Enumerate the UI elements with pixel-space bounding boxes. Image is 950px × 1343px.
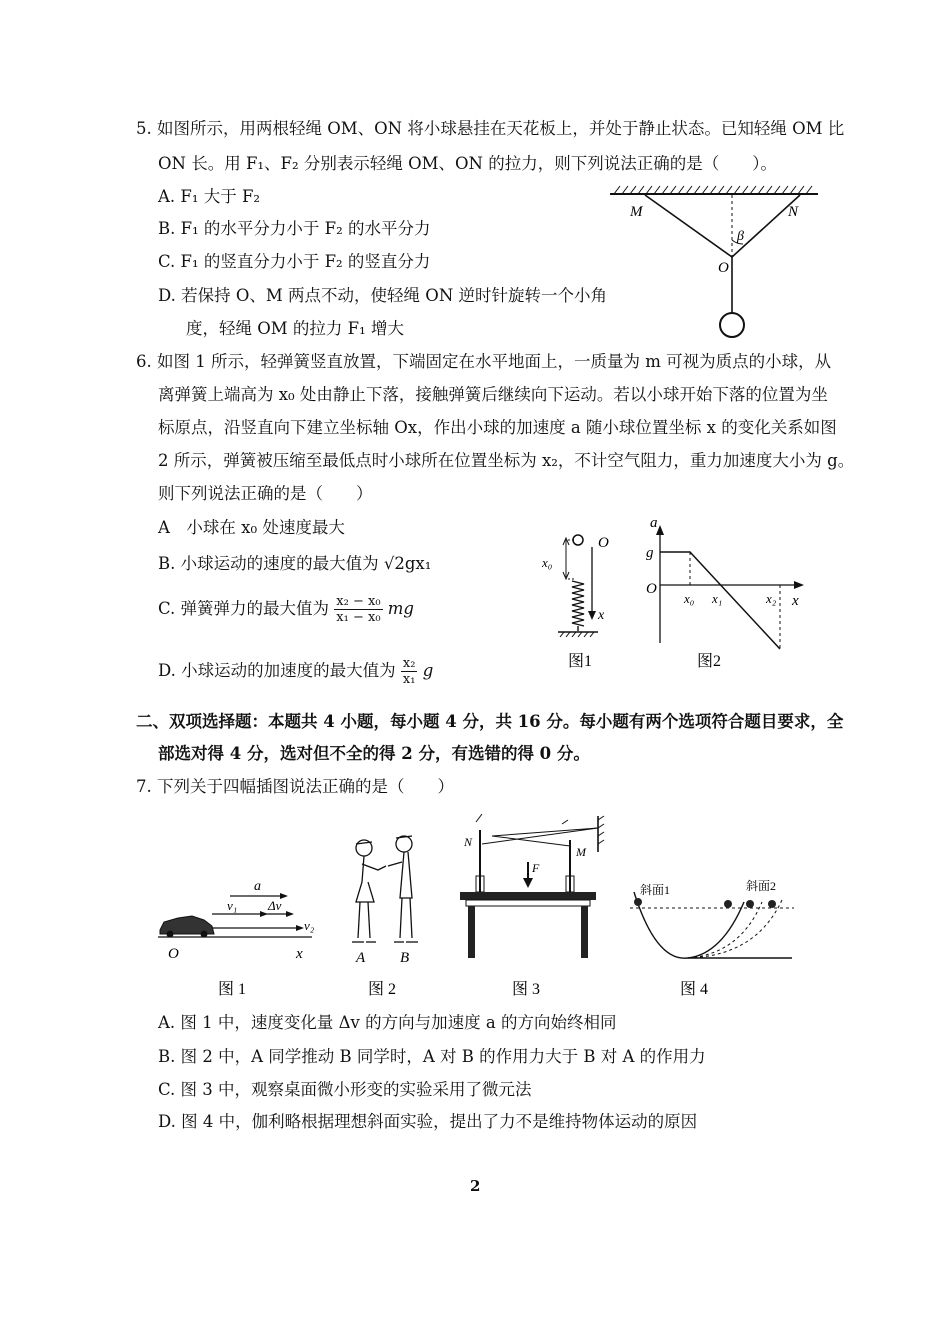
q5-line1: 5. 如图所示，用两根轻绳 OM、ON 将小球悬挂在天花板上，并处于静止状态。已知轻绳 OM 比 — [136, 119, 845, 138]
q6-option-c-denominator: x₁ − x₀ — [336, 610, 381, 625]
q6-line5: 则下列说法正确的是（ ） — [158, 484, 373, 503]
label-m: M — [576, 845, 586, 859]
q5-option-d-line2: 度，轻绳 OM 的拉力 F₁ 增大 — [186, 319, 404, 338]
rope-om — [645, 195, 732, 257]
q6-option-c-numerator: x₂ − x₀ — [336, 594, 381, 609]
label-slope1: 斜面1 — [640, 883, 671, 897]
label-o: O — [718, 260, 729, 276]
label-x2: x₂ — [766, 591, 777, 606]
label-o: O — [168, 946, 179, 962]
table-leg-left — [468, 906, 475, 958]
figure3-caption: 图 3 — [512, 981, 541, 998]
person-a-icon — [352, 840, 386, 942]
person-b-icon — [388, 836, 418, 942]
ball-start — [634, 898, 642, 906]
q6-line3: 标原点，沿竖直向下建立坐标轴 Ox，作出小球的加速度 a 随小球位置坐标 x 的变化关系如图 — [158, 418, 837, 437]
slope1-curve — [634, 892, 792, 958]
table-top — [460, 892, 596, 900]
section2-line2: 部选对得 4 分，选对但不全的得 2 分，有选错的得 0 分。 — [158, 744, 590, 763]
q6-line1: 6. 如图 1 所示，轻弹簧竖直放置，下端固定在水平地面上，一质量为 m 可视为质点的小球，从 — [136, 352, 832, 371]
q7-figure4 — [622, 872, 802, 1002]
q5-option-d-line1: D. 若保持 O、M 两点不动，使轻绳 ON 逆时针旋转一个小角 — [158, 286, 607, 305]
q6-option-c-fraction — [334, 594, 382, 625]
figure2-caption: 图 2 — [368, 981, 397, 998]
label-x0: x₀ — [684, 591, 695, 606]
slope3-curve — [688, 902, 762, 958]
light-path — [482, 828, 598, 846]
label-x: x — [598, 608, 605, 623]
label-a: a — [650, 515, 658, 531]
q7-option-d: D. 图 4 中，伽利略根据理想斜面实验，提出了力不是维持物体运动的原因 — [158, 1112, 698, 1131]
q7-option-c: C. 图 3 中，观察桌面微小形变的实验采用了微元法 — [158, 1080, 532, 1099]
label-beta: β — [737, 229, 744, 244]
label-v1: v₁ — [227, 898, 238, 913]
label-o: O — [598, 535, 609, 551]
page-number: 2 — [470, 1177, 481, 1195]
q6-option-d-text: D. 小球运动的加速度的最大值为 — [158, 661, 396, 680]
q6-option-d-denominator: x₁ — [402, 672, 416, 687]
q5-option-b: B. F₁ 的水平分力小于 F₂ 的水平分力 — [158, 219, 431, 238]
q6-option-d-suffix: g — [422, 661, 434, 680]
q6-figure1 — [536, 525, 626, 675]
label-x: x — [792, 593, 799, 609]
q5-option-c: C. F₁ 的竖直分力小于 F₂ 的竖直分力 — [158, 252, 431, 271]
q6-option-b: B. 小球运动的速度的最大值为 √2gx₁ — [158, 554, 432, 573]
label-m: M — [630, 204, 643, 220]
spring — [572, 581, 584, 626]
q5-line2: ON 长。用 F₁、F₂ 分别表示轻绳 OM、ON 的拉力，则下列说法正确的是（ ）。 — [158, 154, 777, 173]
label-slope2: 斜面2 — [746, 879, 777, 893]
label-n: N — [464, 835, 473, 849]
label-n: N — [788, 204, 799, 220]
q6-option-d — [158, 656, 433, 687]
label-o: O — [646, 581, 657, 597]
label-g: g — [646, 545, 654, 561]
q6-option-c-suffix: mg — [387, 599, 414, 618]
q5-figure — [600, 180, 830, 345]
ball-end-1 — [724, 900, 732, 908]
ceiling — [610, 186, 818, 194]
q5-option-a: A. F₁ 大于 F₂ — [158, 187, 261, 206]
q6-option-d-fraction — [401, 656, 418, 687]
falling-ball — [573, 535, 583, 545]
label-x1: x₁ — [712, 591, 723, 606]
label-b: B — [400, 950, 410, 966]
label-dv: Δv — [268, 898, 282, 913]
figure4-caption: 图 4 — [680, 981, 709, 998]
q7-option-b: B. 图 2 中，A 同学推动 B 同学时，A 对 B 的作用力大于 B 对 A 的作用力 — [158, 1047, 706, 1066]
q6-option-d-numerator: x₂ — [402, 656, 416, 671]
q6-option-c — [158, 594, 414, 625]
q6-figure2 — [640, 515, 820, 675]
q6-line4: 2 所示，弹簧被压缩至最低点时小球所在位置坐标为 x₂，不计空气阻力，重力加速度大小为 g。 — [158, 451, 855, 470]
q6-option-a: A 小球在 x₀ 处速度最大 — [158, 518, 345, 537]
label-a: a — [254, 879, 261, 894]
figure1-caption: 图 1 — [218, 981, 247, 998]
figure1-caption: 图1 — [568, 653, 593, 670]
hanging-ball — [720, 313, 744, 337]
slope4-curve — [688, 900, 782, 958]
label-v2: v₂ — [304, 918, 315, 933]
q7-figure2 — [342, 826, 432, 1002]
label-f: F — [532, 861, 540, 875]
figure2-caption: 图2 — [697, 653, 722, 670]
table-leg-right — [581, 906, 588, 958]
q6-option-c-text: C. 弹簧弹力的最大值为 — [158, 599, 330, 618]
label-a: A — [356, 950, 366, 966]
section2-line1: 二、双项选择题：本题共 4 小题，每小题 4 分，共 16 分。每小题有两个选项符合题目要求，全 — [136, 712, 844, 731]
q7-stem: 7. 下列关于四幅插图说法正确的是（ ） — [136, 777, 454, 796]
ball-end-3 — [768, 900, 776, 908]
q7-option-a: A. 图 1 中，速度变化量 Δv 的方向与加速度 a 的方向始终相同 — [158, 1013, 617, 1032]
ball-end-2 — [746, 900, 754, 908]
q6-line2: 离弹簧上端高为 x₀ 处由静止下落，接触弹簧后继续向下运动。若以小球开始下落的位置为坐 — [158, 385, 828, 404]
q7-figure3 — [452, 810, 612, 1002]
slope2-curve — [688, 902, 744, 958]
label-x0: x₀ — [542, 555, 553, 570]
q7-figure1 — [152, 872, 332, 1002]
label-x: x — [296, 946, 303, 962]
